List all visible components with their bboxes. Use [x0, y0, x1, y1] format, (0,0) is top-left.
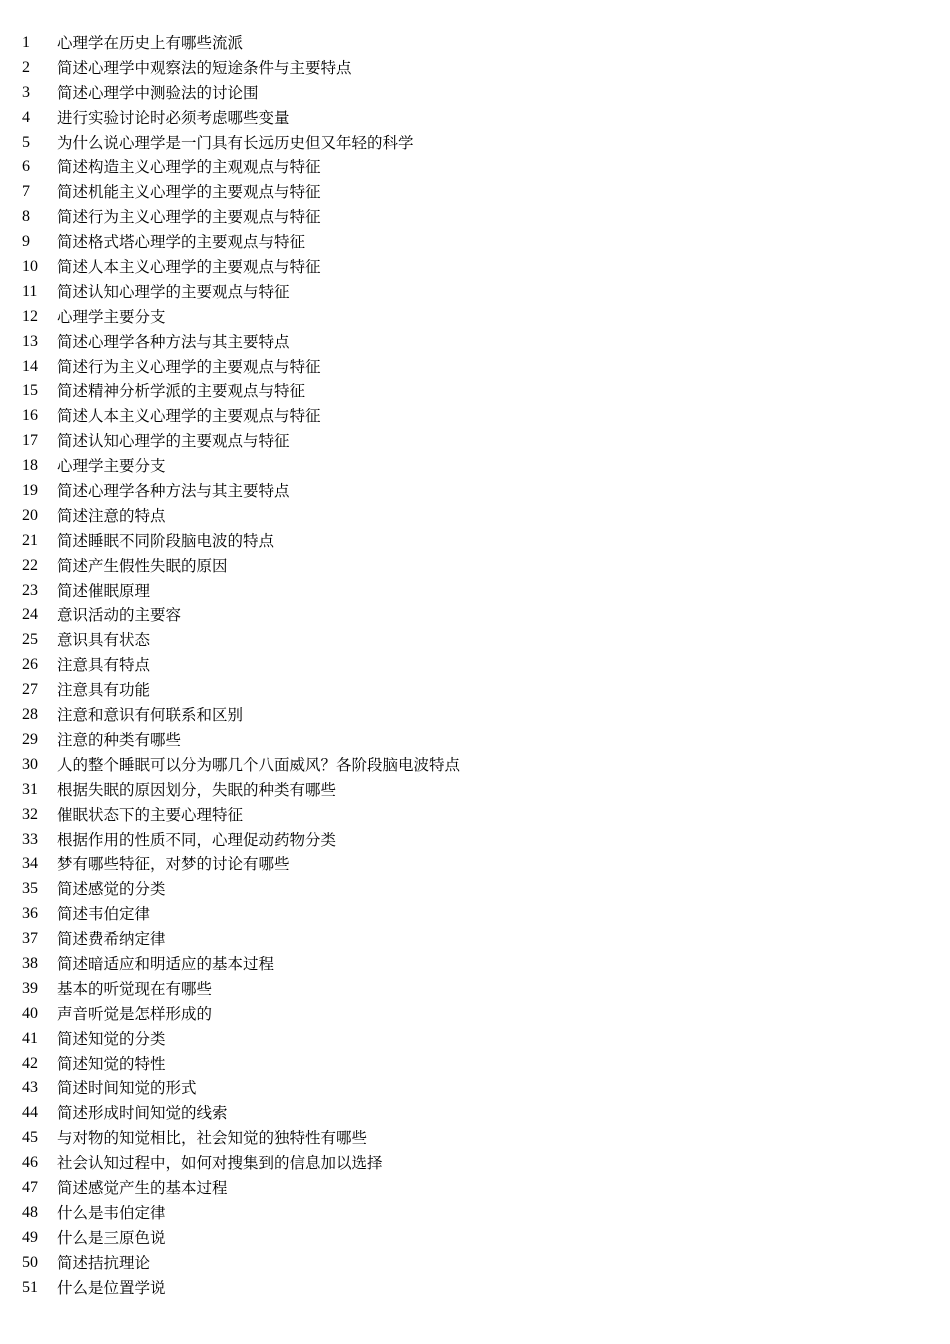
list-item [0, 877, 950, 902]
item-number: 3 [22, 83, 30, 101]
item-text: 简述形成时间知觉的线索 [57, 1104, 228, 1123]
list-item [0, 180, 950, 205]
item-text: 意识活动的主要容 [57, 606, 182, 625]
list-item [0, 1076, 950, 1101]
list-item [0, 81, 950, 106]
item-text: 心理学主要分支 [57, 457, 166, 476]
list-item [0, 603, 950, 628]
item-text: 梦有哪些特征，对梦的讨论有哪些 [57, 855, 290, 874]
item-number: 8 [22, 208, 30, 226]
list-item [0, 1052, 950, 1077]
item-text: 注意和意识有何联系和区别 [57, 706, 244, 725]
item-number: 48 [22, 1203, 38, 1221]
item-number: 46 [22, 1154, 38, 1172]
item-number: 12 [22, 307, 38, 325]
list-item [0, 753, 950, 778]
list-item [0, 454, 950, 479]
item-text: 简述精神分析学派的主要观点与特征 [57, 382, 306, 401]
list-item [0, 155, 950, 180]
item-number: 47 [22, 1178, 38, 1196]
item-text: 简述心理学中观察法的短途条件与主要特点 [57, 58, 352, 77]
item-number: 2 [22, 58, 30, 76]
item-text: 催眠状态下的主要心理特征 [57, 805, 244, 824]
item-number: 44 [22, 1104, 38, 1122]
item-number: 37 [22, 930, 38, 948]
item-number: 50 [22, 1253, 38, 1271]
item-text: 简述构造主义心理学的主观观点与特征 [57, 158, 321, 177]
item-number: 35 [22, 880, 38, 898]
item-number: 29 [22, 730, 38, 748]
list-item [0, 1151, 950, 1176]
item-text: 简述心理学各种方法与其主要特点 [57, 332, 290, 351]
list-item [0, 131, 950, 156]
item-text: 什么是三原色说 [57, 1228, 166, 1247]
item-number: 34 [22, 855, 38, 873]
list-item [0, 703, 950, 728]
item-text: 简述产生假性失眠的原因 [57, 556, 228, 575]
list-item [0, 952, 950, 977]
item-text: 简述拮抗理论 [57, 1253, 151, 1272]
item-number: 13 [22, 332, 38, 350]
list-item [0, 1126, 950, 1151]
item-number: 16 [22, 407, 38, 425]
item-text: 简述人本主义心理学的主要观点与特征 [57, 258, 321, 277]
item-number: 7 [22, 183, 30, 201]
item-number: 24 [22, 606, 38, 624]
question-list [0, 31, 950, 1300]
item-number: 19 [22, 482, 38, 500]
list-item [0, 628, 950, 653]
list-item [0, 1201, 950, 1226]
list-item [0, 1251, 950, 1276]
list-item [0, 330, 950, 355]
item-text: 简述人本主义心理学的主要观点与特征 [57, 407, 321, 426]
list-item [0, 803, 950, 828]
item-text: 基本的听觉现在有哪些 [57, 979, 213, 998]
list-item [0, 778, 950, 803]
item-text: 简述知觉的分类 [57, 1029, 166, 1048]
list-item [0, 404, 950, 429]
list-item [0, 305, 950, 330]
item-number: 15 [22, 382, 38, 400]
item-text: 简述认知心理学的主要观点与特征 [57, 282, 290, 301]
item-number: 21 [22, 531, 38, 549]
item-text: 简述暗适应和明适应的基本过程 [57, 954, 275, 973]
list-item [0, 927, 950, 952]
list-item [0, 230, 950, 255]
list-item [0, 1002, 950, 1027]
item-number: 31 [22, 780, 38, 798]
list-item [0, 728, 950, 753]
item-number: 5 [22, 133, 30, 151]
item-number: 36 [22, 905, 38, 923]
item-text: 注意具有功能 [57, 681, 151, 700]
item-number: 1 [22, 34, 30, 51]
item-text: 声音听觉是怎样形成的 [57, 1004, 213, 1023]
item-text: 简述知觉的特性 [57, 1054, 166, 1073]
list-item [0, 1276, 950, 1301]
list-item [0, 678, 950, 703]
list-item [0, 1101, 950, 1126]
item-text: 简述心理学中测验法的讨论围 [57, 83, 259, 102]
item-text: 心理学在历史上有哪些流派 [57, 34, 244, 52]
item-text: 简述费希纳定律 [57, 930, 166, 949]
list-item [0, 504, 950, 529]
item-number: 43 [22, 1079, 38, 1097]
item-text: 简述机能主义心理学的主要观点与特征 [57, 183, 321, 202]
list-item [0, 554, 950, 579]
list-item [0, 31, 950, 56]
item-text: 进行实验讨论时必须考虑哪些变量 [57, 108, 290, 127]
list-item [0, 529, 950, 554]
item-text: 简述感觉的分类 [57, 880, 166, 899]
item-number: 32 [22, 805, 38, 823]
item-text: 简述行为主义心理学的主要观点与特征 [57, 357, 321, 376]
item-number: 45 [22, 1129, 38, 1147]
list-item [0, 1176, 950, 1201]
item-number: 41 [22, 1029, 38, 1047]
list-item [0, 56, 950, 81]
item-number: 23 [22, 581, 38, 599]
list-item [0, 355, 950, 380]
item-number: 14 [22, 357, 38, 375]
list-item [0, 106, 950, 131]
item-number: 28 [22, 706, 38, 724]
item-text: 人的整个睡眠可以分为哪几个八面威风？各阶段脑电波特点 [57, 755, 461, 774]
item-text: 为什么说心理学是一门具有长远历史但又年轻的科学 [57, 133, 414, 152]
item-text: 什么是位置学说 [57, 1278, 166, 1297]
item-text: 简述格式塔心理学的主要观点与特征 [57, 233, 306, 252]
item-text: 社会认知过程中，如何对搜集到的信息加以选择 [57, 1154, 383, 1173]
item-number: 20 [22, 506, 38, 524]
item-text: 简述睡眠不同阶段脑电波的特点 [57, 531, 275, 550]
item-text: 简述感觉产生的基本过程 [57, 1178, 228, 1197]
item-number: 33 [22, 830, 38, 848]
list-item [0, 255, 950, 280]
list-item [0, 429, 950, 454]
item-number: 40 [22, 1004, 38, 1022]
item-number: 6 [22, 158, 30, 176]
list-item [0, 977, 950, 1002]
list-item [0, 653, 950, 678]
list-item [0, 828, 950, 853]
item-text: 简述注意的特点 [57, 506, 166, 525]
item-text: 与对物的知觉相比，社会知觉的独特性有哪些 [57, 1129, 368, 1148]
list-item [0, 280, 950, 305]
item-number: 26 [22, 656, 38, 674]
list-item [0, 379, 950, 404]
item-text: 根据失眠的原因划分，失眠的种类有哪些 [57, 780, 337, 799]
item-text: 简述认知心理学的主要观点与特征 [57, 432, 290, 451]
item-text: 心理学主要分支 [57, 307, 166, 326]
list-item [0, 205, 950, 230]
item-text: 简述行为主义心理学的主要观点与特征 [57, 208, 321, 227]
item-number: 25 [22, 631, 38, 649]
item-number: 22 [22, 556, 38, 574]
list-item [0, 479, 950, 504]
item-text: 根据作用的性质不同，心理促动药物分类 [57, 830, 337, 849]
item-number: 49 [22, 1228, 38, 1246]
item-number: 10 [22, 258, 38, 276]
item-number: 17 [22, 432, 38, 450]
item-number: 27 [22, 681, 38, 699]
item-number: 42 [22, 1054, 38, 1072]
item-text: 简述韦伯定律 [57, 905, 151, 924]
item-number: 38 [22, 954, 38, 972]
list-item [0, 902, 950, 927]
item-number: 4 [22, 108, 30, 126]
list-item [0, 1027, 950, 1052]
list-item [0, 852, 950, 877]
item-text: 简述时间知觉的形式 [57, 1079, 197, 1098]
list-item [0, 579, 950, 604]
item-text: 简述催眠原理 [57, 581, 151, 600]
item-number: 51 [22, 1278, 38, 1296]
item-text: 什么是韦伯定律 [57, 1203, 166, 1222]
list-item [0, 1226, 950, 1251]
item-number: 9 [22, 233, 30, 251]
item-text: 意识具有状态 [57, 631, 151, 650]
item-text: 注意的种类有哪些 [57, 730, 182, 749]
item-number: 18 [22, 457, 38, 475]
item-text: 注意具有特点 [57, 656, 151, 675]
item-number: 39 [22, 979, 38, 997]
item-number: 30 [22, 755, 38, 773]
item-number: 11 [22, 282, 38, 300]
item-text: 简述心理学各种方法与其主要特点 [57, 482, 290, 501]
